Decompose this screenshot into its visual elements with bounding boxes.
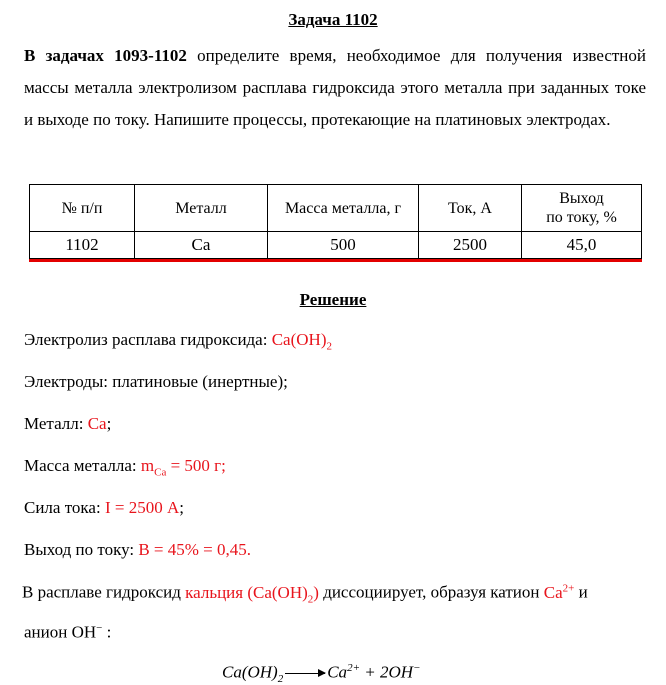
problem-title: Задача 1102: [288, 10, 378, 29]
cell-metal: Ca: [135, 232, 268, 259]
solution-title: Решение: [299, 290, 367, 309]
header-current: Ток, А: [419, 185, 522, 232]
line-dissociation: В расплаве гидроксид кальция $(Ca(OH)_2)$ диссоциирует, образуя катион $Ca^{2+}$ и: [22, 582, 588, 606]
problem-text: определите время, необходимое для получения известной массы металла электролизом расплава гидроксида этого металла при заданных токе и выходе по току. Напишите процессы, протекающие на платиновых электродах.: [24, 46, 646, 129]
problem-range: В задачах 1093-1102: [24, 46, 187, 65]
table-row: [30, 232, 642, 259]
header-number: № п/п: [30, 185, 135, 232]
value-yield: В = 45% = 0,45.: [138, 540, 252, 559]
value-current: I = 2500 А: [104, 498, 180, 517]
cell-number: 1102: [30, 232, 135, 259]
cell-yield: 45,0: [522, 232, 642, 259]
label-yield: Выход по току:: [24, 540, 139, 559]
cell-current: 2500: [419, 232, 522, 259]
label-electrolysis: Электролиз расплава гидроксида:: [24, 330, 272, 349]
label-mass: Масса металла:: [24, 456, 141, 475]
label-current: Сила тока:: [24, 498, 105, 517]
value-mass: $m_{Ca} = 500$ г;: [140, 456, 226, 479]
header-metal: Металл: [135, 185, 268, 232]
red-underline: [29, 259, 642, 262]
header-yield: [522, 185, 642, 232]
header-yield-line2: по току, %: [546, 209, 617, 226]
line-yield: [24, 540, 251, 560]
line-metal: Металл: Ca;: [24, 414, 112, 433]
problem-statement: [24, 40, 646, 136]
dissociation-equation: $Ca(OH)_2$ $Ca^{2+} + 2OH^-$: [222, 662, 421, 685]
line-electrodes: Электроды: платиновые (инертные);: [24, 372, 288, 391]
value-calcium-hydroxide: кальция $(Ca(OH)_2)$: [185, 582, 319, 606]
line-mass: [24, 456, 226, 478]
table-header-row: [30, 185, 642, 232]
reaction-arrow: [285, 673, 325, 674]
line-current: Сила тока: I = 2500 А;: [24, 498, 184, 517]
value-metal: Ca: [87, 414, 107, 433]
cell-mass: 500: [268, 232, 419, 259]
value-hydroxide: $Ca(OH)_2$: [271, 330, 332, 353]
label-metal: Металл:: [24, 414, 88, 433]
header-yield-line1: Выход: [559, 190, 604, 207]
line-anion: анион OH− :: [24, 622, 112, 642]
value-cation: $Ca^{2+}$: [543, 582, 575, 602]
line-electrolysis: [24, 330, 332, 352]
header-mass: Масса металла, г: [268, 185, 419, 232]
data-table: [29, 184, 642, 259]
